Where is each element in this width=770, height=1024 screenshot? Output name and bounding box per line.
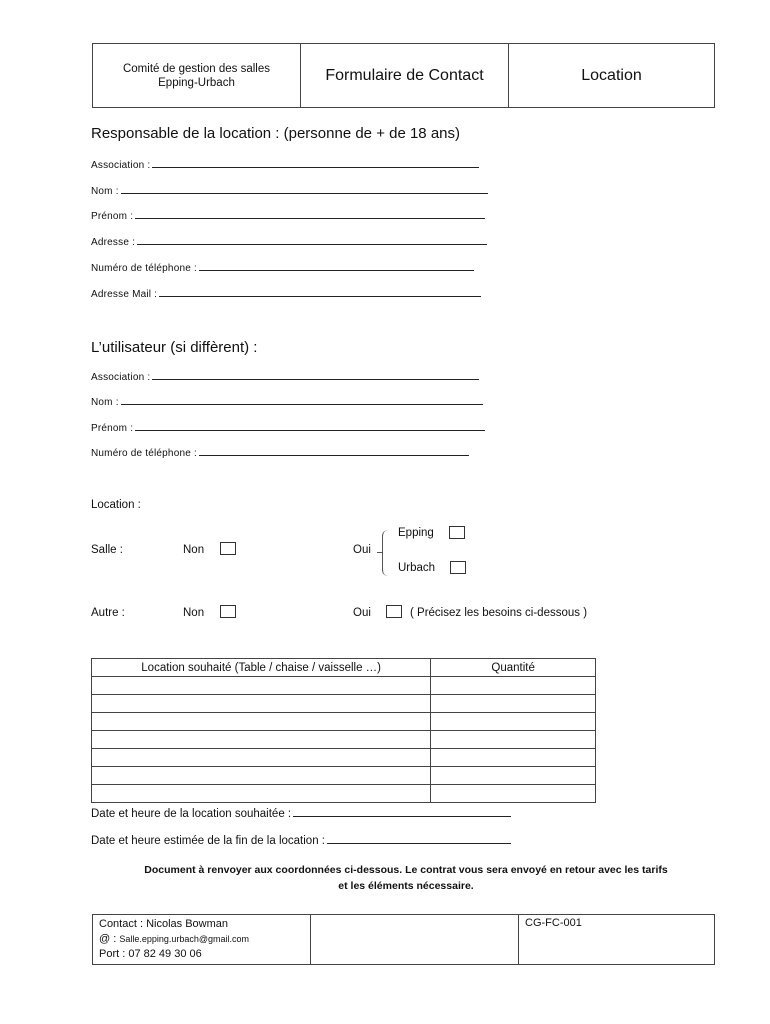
item-description-cell[interactable] [92,713,431,731]
resp-telephone-field[interactable] [91,261,474,274]
org-line-1: Comité de gestion des salles [122,62,271,75]
resp-adresse-line[interactable] [137,235,487,245]
resp-telephone-line[interactable] [199,261,474,271]
date-start-field[interactable] [91,807,511,820]
table-row [92,731,596,749]
item-quantity-cell[interactable] [431,713,596,731]
user-prenom-label: Prénom : [91,423,134,434]
user-nom-label: Nom : [91,397,119,408]
salle-non-label: Non [183,544,205,556]
user-prenom-field[interactable] [91,421,485,434]
email-prefix: @ : [99,933,117,945]
contact-email-row [99,932,304,947]
table-row [92,713,596,731]
resp-association-field[interactable] [91,158,479,171]
footer-empty-cell [311,915,519,965]
form-title: Formulaire de Contact [301,44,509,108]
resp-prenom-field[interactable] [91,209,485,222]
header-box [92,43,715,108]
resp-nom-field[interactable] [91,184,488,197]
autre-oui-checkbox[interactable] [386,605,402,618]
salle-non-checkbox[interactable] [220,542,236,555]
autre-label: Autre : [91,607,125,619]
urbach-checkbox[interactable] [450,561,466,574]
contact-email[interactable]: Salle.epping.urbach@gmail.com [119,934,250,944]
user-association-line[interactable] [152,370,479,380]
user-telephone-field[interactable] [91,446,469,459]
organization-name [93,44,301,108]
urbach-label: Urbach [398,562,436,574]
form-category: Location [509,44,715,108]
resp-association-line[interactable] [152,158,479,168]
autre-non-label: Non [183,607,205,619]
item-description-cell[interactable] [92,767,431,785]
document-code: CG-FC-001 [519,915,715,965]
items-table [91,658,596,803]
user-association-label: Association : [91,372,151,383]
table-row [92,677,596,695]
resp-nom-line[interactable] [121,184,488,194]
location-title: Location : [91,499,141,511]
items-header-description: Location souhaité (Table / chaise / vaisselle …) [92,659,431,677]
item-quantity-cell[interactable] [431,677,596,695]
responsable-section-title: Responsable de la location : (personne de + de 18 ans) [91,125,461,142]
items-header-quantity: Quantité [431,659,596,677]
item-quantity-cell[interactable] [431,731,596,749]
autre-note: ( Précisez les besoins ci-dessous ) [410,607,588,619]
table-row [92,695,596,713]
salle-brace [382,530,390,576]
return-instructions-line-1: Document à renvoyer aux coordonnées ci-dessous. Le contrat vous sera envoyé en retour avec les tarifs [144,864,668,876]
resp-email-label: Adresse Mail : [91,289,158,300]
item-description-cell[interactable] [92,731,431,749]
items-header-row [92,659,596,677]
epping-checkbox[interactable] [449,526,465,539]
epping-label: Epping [398,527,434,539]
contact-phone: Port : 07 82 49 30 06 [99,948,202,960]
item-description-cell[interactable] [92,695,431,713]
date-start-label: Date et heure de la location souhaitée : [91,808,292,820]
resp-prenom-label: Prénom : [91,211,134,222]
contact-cell [93,915,311,965]
user-nom-field[interactable] [91,395,483,408]
resp-email-field[interactable] [91,287,481,300]
autre-oui-label: Oui [353,607,371,619]
user-telephone-line[interactable] [199,446,469,456]
return-instructions-line-2: et les éléments nécessaire. [338,880,474,892]
org-line-2: Epping-Urbach [158,76,235,89]
user-association-field[interactable] [91,370,479,383]
salle-label: Salle : [91,544,123,556]
item-description-cell[interactable] [92,677,431,695]
date-start-line[interactable] [293,807,511,817]
resp-adresse-label: Adresse : [91,237,136,248]
user-telephone-label: Numéro de téléphone : [91,448,197,459]
table-row [92,749,596,767]
footer-box [92,914,715,965]
date-end-line[interactable] [327,834,511,844]
salle-oui-label: Oui [353,544,371,556]
table-row [92,785,596,803]
resp-email-line[interactable] [159,287,481,297]
item-description-cell[interactable] [92,749,431,767]
resp-adresse-field[interactable] [91,235,487,248]
resp-prenom-line[interactable] [135,209,485,219]
date-end-field[interactable] [91,834,511,847]
user-nom-line[interactable] [121,395,483,405]
utilisateur-section-title: L’utilisateur (si diffèrent) : [91,339,258,356]
item-quantity-cell[interactable] [431,785,596,803]
date-end-label: Date et heure estimée de la fin de la location : [91,835,325,847]
salle-brace-tick [377,552,382,553]
table-row [92,767,596,785]
item-quantity-cell[interactable] [431,767,596,785]
resp-telephone-label: Numéro de téléphone : [91,263,197,274]
item-description-cell[interactable] [92,785,431,803]
user-prenom-line[interactable] [135,421,485,431]
return-instructions [91,862,721,894]
resp-association-label: Association : [91,160,151,171]
resp-nom-label: Nom : [91,186,119,197]
item-quantity-cell[interactable] [431,695,596,713]
contact-name: Contact : Nicolas Bowman [99,918,228,930]
item-quantity-cell[interactable] [431,749,596,767]
autre-non-checkbox[interactable] [220,605,236,618]
